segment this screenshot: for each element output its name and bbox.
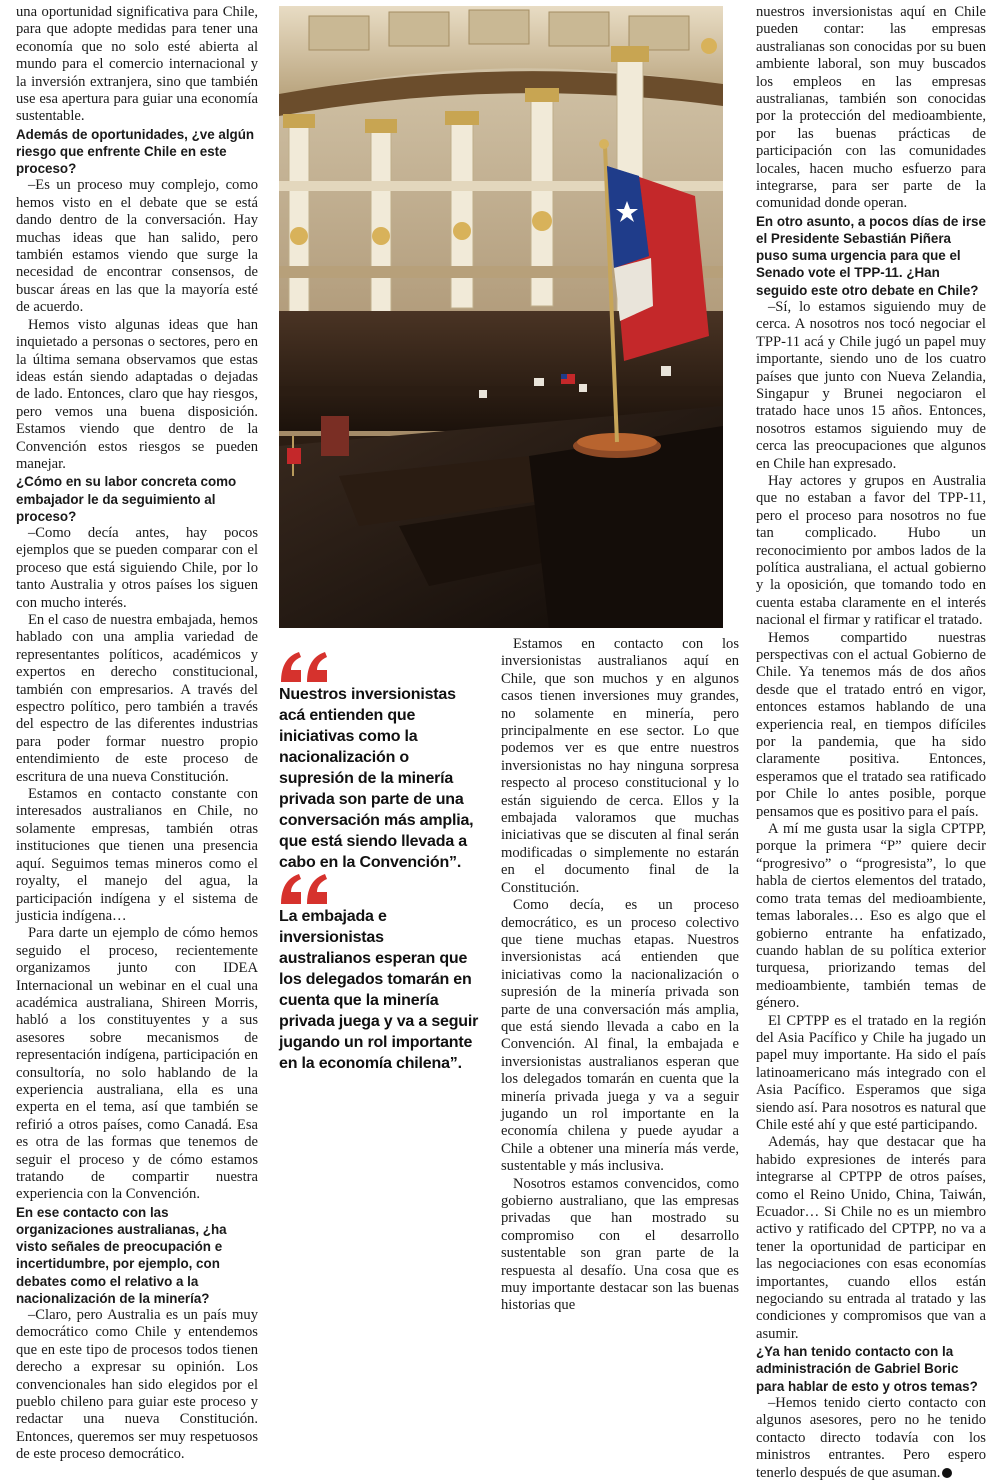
- article-column-1: [16, 4, 258, 1464]
- body-paragraph: Estamos en contacto con los inversionistas australianos aquí en Chile, que son muchos y en algunos casos tienen inversiones muy grandes, no solamente en minería, pero principalmente en ese sector. Lo que podemos ver es que entre nuestros inversionistas no hay ninguna sorpresa respecto al proceso constitucional y lo están siguiendo de cerca. Ellos y la embajada valoramos que muchas iniciativas que se discuten al final serán modificadas o simplemente no estarán en el documento final de la Constitución.: [501, 636, 739, 896]
- end-of-article-icon: [942, 1468, 952, 1478]
- article-column-3: [756, 4, 986, 1482]
- body-paragraph: nuestros inversionistas aquí en Chile pueden contar: las empresas australianas son conocidas por su buen ambiente laboral, son muy buscados los empleos en las empresas australianas, también son conocidas por la protección del medioambiente, por las buenas prácticas de participación con las comunidades locales, hacen mucho esfuerzo para integrarse, para ser parte de la comunidad donde operan.: [756, 4, 986, 212]
- senate-chamber-illustration: [279, 6, 723, 628]
- interview-question: Además de oportunidades, ¿ve algún riesgo que enfrente Chile en este proceso?: [16, 126, 255, 177]
- photo-senate-chamber: [279, 6, 723, 628]
- pull-quote-2: [279, 872, 479, 1074]
- body-paragraph: una oportunidad significativa para Chile, para que adopte medidas para tener una economía que no solo esté abierta al mundo para el comercio internacional y la inversión extranjera, sino que también use esa apertura para guiar una economía sustentable.: [16, 4, 258, 125]
- body-paragraph: Para darte un ejemplo de cómo hemos seguido el proceso, recientemente organizamos junto con IDEA Internacional un webinar en el cual una académica australiana, Shireen Morris, habló a los constituyentes y a sus asesores sobre mecanismos de representación indígena, participación en consultoría, no solo hablando de la experiencia australiana, ella es una experta en el tema, así que también se refirió a otros países, como Canadá. Esa es otra de las formas que tenemos de seguir el proceso y de cómo estamos tratando de compartir nuestra experiencia con la Convención.: [16, 925, 258, 1203]
- body-paragraph: –Hemos tenido cierto contacto con algunos asesores, pero no he tenido contacto directo todavía con los ministros entrantes. Pero espero tenerlo después de que asuman.: [756, 1394, 986, 1481]
- body-paragraph: –Como decía antes, hay pocos ejemplos que se pueden comparar con el proceso que está siguiendo Chile, por lo tanto Australia y otros países los siguen con mucho interés.: [16, 524, 258, 611]
- body-paragraph: Hemos visto algunas ideas que han inquietado a personas o sectores, pero en la última semana observamos que estas ideas están siendo adaptadas o dejadas de lado. Entonces, claro que hay riesgos, pero vemos una buena disposición. Estamos viendo que dentro de la Convención estos riesgos se pueden manejar.: [16, 316, 258, 472]
- interview-question: ¿Cómo en su labor concreta como embajador le da seguimiento al proceso?: [16, 474, 237, 524]
- body-paragraph: Estamos en contacto constante con interesados australianos en Chile, no solamente empresas, también otras instituciones que tienen una presencia aquí. Seguimos temas mineros como el royalty, el manejo del agua, la participación indígena y el sistema de justicia indígena…: [16, 786, 258, 924]
- body-paragraph: –Claro, pero Australia es un país muy democrático como Chile y entendemos que en este tipo de procesos todos tienen derecho a expresar su opinión. Los convencionales han sido elegidos por el pueblo chileno para guiar este proceso y redactar una nueva Constitución. Entonces, queremos ser muy respetuosos de este proceso democrático.: [16, 1307, 258, 1463]
- pull-quote-text: La embajada e inversionistas australianos esperan que los delegados tomarán en cuenta que la minería privada juega y va a seguir jugando un rol importante en la economía chilena”.: [279, 908, 479, 1072]
- body-paragraph: Hay actores y grupos en Australia que no estaban a favor del TPP-11, pero el proceso para nosotros no fue tan complicado. Hubo un reconocimiento por ambos lados de la política australiana, el actual gobierno y la oposición, que tomando todo en cuenta estaba claramente en el interés nacional el firmar y ratificar el tratado.: [756, 472, 986, 629]
- interview-question: En ese contacto con las organizaciones australianas, ¿ha visto señales de preocupación e incertidumbre, por ejemplo, con debates como el relativo a la nacionalización de la minería?: [16, 1204, 227, 1306]
- body-paragraph: –Es un proceso muy complejo, como hemos visto en el debate que se está dando dentro de la conversación. Hay muchas ideas que han salido, pero también estamos viendo que surge la necesidad de encontrar consensos, de buscar áreas en las que la mayoría esté de acuerdo.: [16, 177, 258, 316]
- body-paragraph: El CPTPP es el tratado en la región del Asia Pacífico y Chile ha jugado un papel muy importante. Ha sido el país latinoamericano más integrado con el Asia Pacífico. Esperamos que siga siendo así. Para nosotros es natural que Chile esté ahí y que esté participando.: [756, 1012, 986, 1133]
- body-paragraph: Nosotros estamos convencidos, como gobierno australiano, que las empresas privadas que han mostrado su compromiso con el desarrollo sustentable son gran parte de la respuesta al desafío. Una cosa que es muy importante destacar son las buenas historias que: [501, 1175, 739, 1314]
- body-paragraph: Además, hay que destacar que ha habido expresiones de interés para integrarse al CPTPP de otros países, como el Reino Unido, China, Taiwán, Ecuador… Si Chile no es un miembro activo y ratificado del CPTPP, no va a tener la oportunidad de participar en las negociaciones con esas economías importantes, cuando ellos están negociando su entrada al tratado y las condiciones y compromisos que van a asumir.: [756, 1134, 986, 1342]
- body-paragraph: –Sí, lo estamos siguiendo muy de cerca. A nosotros nos tocó negociar el TPP-11 acá y Chile jugó un papel muy importante, siendo uno de los cuatro países que junto con Nueva Zelandia, Singapur y Brunei negociaron el tratado hace unos 15 años. Entonces, nosotros estamos siguiendo muy de cerca las preocupaciones que algunos en Chile han expresado.: [756, 298, 986, 472]
- quote-mark-icon: [279, 872, 331, 906]
- interview-question: En otro asunto, a pocos días de irse el Presidente Sebastián Piñera puso suma urgencia para que el Senado vote el TPP-11. ¿Han seguido este otro debate en Chile?: [756, 213, 986, 298]
- body-paragraph: Hemos compartido nuestras perspectivas con el actual Gobierno de Chile. Ya tenemos más de dos años desde que el tratado entró en vigor, entonces estamos hablando de una experiencia real, en tiempos difíciles por la pandemia, que ha sido claramente positiva. Entonces, esperamos que el tratado sea ratificado por Chile lo antes posible, porque pensamos que es positivo para el país.: [756, 629, 986, 820]
- body-paragraph: Como decía, es un proceso democrático, es un proceso colectivo que tiene muchas etapas. Nuestros inversionistas acá entienden que iniciativas como la nacionalización o supresión de la minería privada son parte de una conversación más amplia, que está siendo llevada a cabo en la Convención. Al final, la embajada e inversionistas australianos esperan que los delegados tomarán en cuenta que la minería privada juega y va a seguir jugando un rol importante en la economía chilena y puede ayudar a Chile a obtener una minería más verde, sustentable y más inclusiva.: [501, 897, 739, 1175]
- quote-mark-icon: [279, 650, 331, 684]
- article-column-2: [501, 636, 739, 1315]
- interview-question: ¿Ya han tenido contacto con la administración de Gabriel Boric para hablar de esto y otros temas?: [756, 1344, 978, 1394]
- body-paragraph: En el caso de nuestra embajada, hemos hablado con una amplia variedad de representantes políticos, académicos y expertos en derecho constitucional, también con empresarios. A través del espectro político, pero también a través del espectro de las diferentes industrias para poder formar nuestro propio entendimiento de este proceso de escritura de una nueva Constitución.: [16, 612, 258, 785]
- pull-quote-1: [279, 650, 479, 873]
- pull-quote-text: Nuestros inversionistas acá entienden que iniciativas como la nacionalización o supresión de la minería privada son parte de una conversación más amplia, que está siendo llevada a cabo en la Convención”.: [279, 686, 474, 871]
- body-paragraph: A mí me gusta usar la sigla CPTPP, porque la primera “P” quiere decir “progresivo” o “progresista”, lo que habla de ciertos elementos del tratado, como trata temas del medioambiente, temas laborales… Eso es algo que el gobierno entrante ha enfatizado, cuando hablan de su política exterior turquesa, priorizando temas del medioambiente, también temas de género.: [756, 821, 986, 1012]
